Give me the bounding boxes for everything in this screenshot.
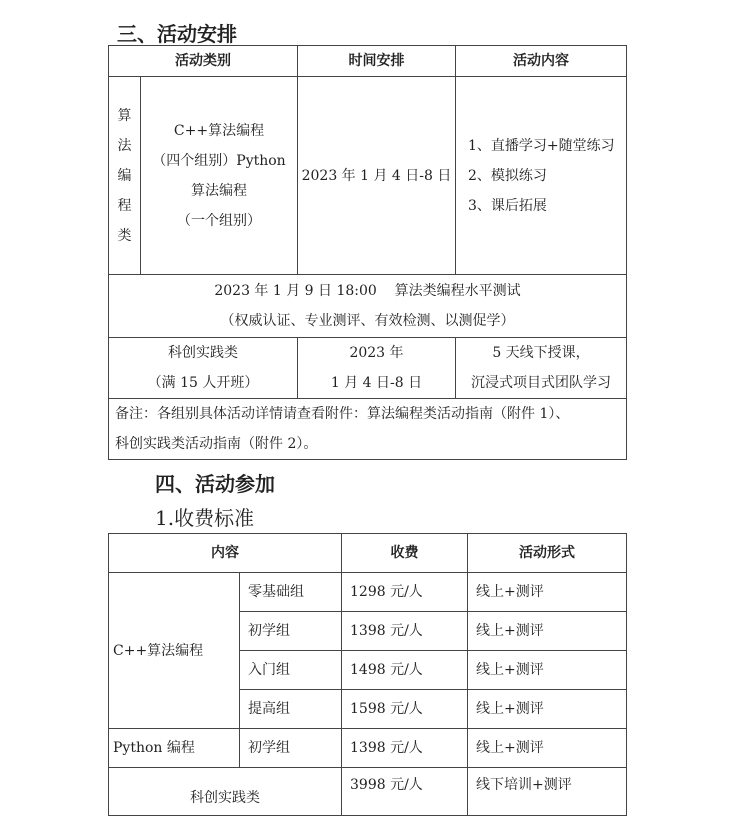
test-row bbox=[109, 275, 627, 338]
fee-group: 初学组 bbox=[240, 612, 342, 651]
section-3-title: 三、活动安排 bbox=[117, 22, 237, 46]
practice-label: 科创实践类 bbox=[109, 768, 342, 816]
content-line-2: 2、模拟练习 bbox=[468, 167, 547, 184]
content-line-3: 3、课后拓展 bbox=[468, 197, 547, 214]
python-label: Python 编程 bbox=[109, 729, 240, 768]
algo-subcategory-cell bbox=[141, 77, 298, 275]
fee-group: 入门组 bbox=[240, 651, 342, 690]
fee-form: 线上+测评 bbox=[468, 729, 627, 768]
practice-time-line-1: 2023 年 bbox=[349, 345, 404, 361]
note-cell bbox=[109, 399, 627, 460]
fee-amount: 1598 元/人 bbox=[342, 690, 468, 729]
header-activity-category: 活动类别 bbox=[109, 46, 298, 77]
note-line-2: 科创实践类活动指南（附件 2）。 bbox=[115, 436, 318, 452]
test-line-2: （权威认证、专业测评、有效检测、以测促学） bbox=[220, 313, 515, 329]
practice-fee: 3998 元/人 bbox=[342, 768, 468, 816]
practice-time-cell bbox=[298, 338, 456, 399]
practice-form: 线下培训+测评 bbox=[468, 768, 627, 816]
practice-category-line-1: 科创实践类 bbox=[168, 345, 238, 361]
header-time: 时间安排 bbox=[298, 46, 456, 77]
content-line-1: 1、直播学习+随堂练习 bbox=[468, 137, 615, 154]
fee-form: 线上+测评 bbox=[468, 690, 627, 729]
fee-amount: 1398 元/人 bbox=[342, 729, 468, 768]
subcat-line-4: （一个组别） bbox=[177, 212, 261, 229]
subcat-line-2: （四个组别）Python bbox=[152, 152, 286, 169]
fee-amount: 1298 元/人 bbox=[342, 573, 468, 612]
test-line-1: 2023 年 1 月 9 日 18:00 算法类编程水平测试 bbox=[214, 283, 521, 299]
fee-group: 提高组 bbox=[240, 690, 342, 729]
fee-form: 线上+测评 bbox=[468, 612, 627, 651]
algo-time: 2023 年 1 月 4 日-8 日 bbox=[298, 77, 456, 275]
fee-header-fee: 收费 bbox=[342, 534, 468, 573]
fee-table bbox=[108, 533, 627, 816]
cpp-label: C++算法编程 bbox=[109, 573, 240, 729]
header-content: 活动内容 bbox=[456, 46, 627, 77]
subcat-line-1: C++算法编程 bbox=[173, 122, 265, 139]
algo-category-label: 算法编程类 bbox=[117, 107, 132, 244]
fee-form: 线上+测评 bbox=[468, 651, 627, 690]
fee-form: 线上+测评 bbox=[468, 573, 627, 612]
fee-group: 初学组 bbox=[240, 729, 342, 768]
algo-category-cell bbox=[109, 77, 141, 275]
practice-content-cell bbox=[456, 338, 627, 399]
fee-amount: 1398 元/人 bbox=[342, 612, 468, 651]
practice-content-line-1: 5 天线下授课， bbox=[492, 345, 590, 361]
algo-content-cell bbox=[456, 77, 627, 275]
practice-content-line-2: 沉浸式项目式团队学习 bbox=[471, 375, 611, 391]
fee-group: 零基础组 bbox=[240, 573, 342, 612]
fee-amount: 1498 元/人 bbox=[342, 651, 468, 690]
fee-header-form: 活动形式 bbox=[468, 534, 627, 573]
practice-time-line-2: 1 月 4 日-8 日 bbox=[330, 375, 423, 391]
section-4-title: 四、活动参加 bbox=[155, 472, 275, 496]
fee-header-content: 内容 bbox=[109, 534, 342, 573]
practice-category-cell bbox=[109, 338, 298, 399]
subcat-line-3: 算法编程 bbox=[191, 182, 247, 199]
fee-standard-title: 1.收费标准 bbox=[155, 506, 255, 530]
note-line-1: 备注：各组别具体活动详情请查看附件：算法编程类活动指南（附件 1）、 bbox=[115, 406, 570, 422]
schedule-table bbox=[108, 45, 627, 460]
practice-category-line-2: （满 15 人开班） bbox=[147, 375, 259, 391]
